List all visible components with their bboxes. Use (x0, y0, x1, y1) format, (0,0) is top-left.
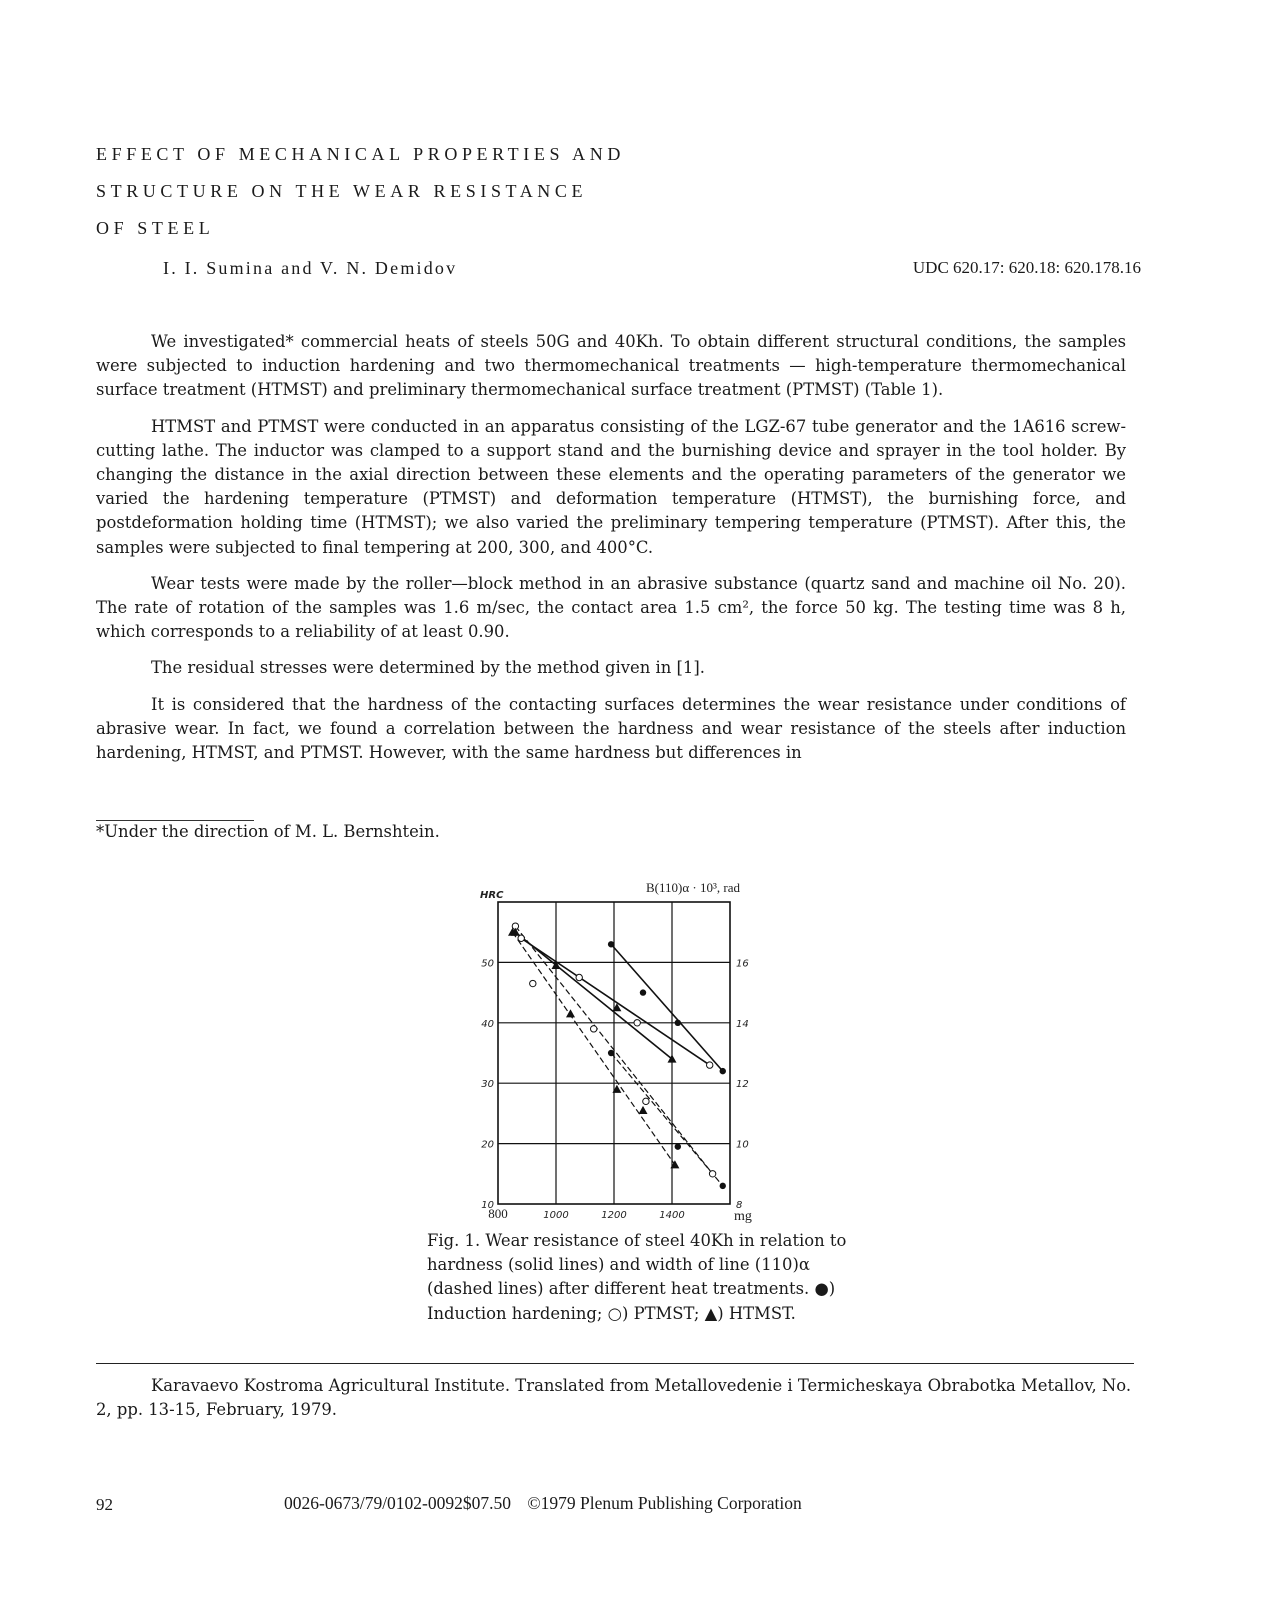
caption-fig-label: Fig. 1. (427, 1231, 481, 1250)
title-line-3: OF STEEL (96, 218, 215, 238)
paragraph: Wear tests were made by the roller—block method in an abrasive substance (quartz sand and machine oil No. 20). The rate of rotation of the samples was 1.6 m/sec, the contact area 1.5 cm², the force 50 kg. The testing time was 8 h, which corresponds to a reliability of at least 0.90. (96, 573, 1126, 642)
series-line (521, 938, 710, 1065)
publication-code-line (284, 1493, 802, 1514)
footnote-divider (96, 820, 254, 821)
left-tick-label: 20 (481, 1139, 494, 1151)
paragraph: We investigated* commercial heats of steels 50G and 40Kh. To obtain different structural conditions, the samples were subjected to induction hardening and two thermomechanical treatments — high-temperature thermomechanical surface treatment (HTMST) and preliminary thermomechanical surface treatment (PTMST) (Table 1). (96, 332, 1126, 400)
point-ptmst (530, 980, 536, 986)
right-tick-label: 10 (736, 1139, 749, 1151)
footnote: *Under the direction of M. L. Bernshtein. (96, 822, 440, 841)
x-tick-label: 1200 (601, 1210, 627, 1221)
body-text (96, 330, 1126, 777)
x-tick-label: 1400 (659, 1210, 685, 1221)
page-number: 92 (96, 1495, 113, 1514)
right-axis-label: B(110)α · 10³, rad (646, 880, 740, 895)
copyright: ©1979 Plenum Publishing Corporation (527, 1493, 802, 1513)
point-ptmst (576, 974, 582, 980)
title-line-1: EFFECT OF MECHANICAL PROPERTIES AND (96, 144, 625, 164)
figure-1 (460, 872, 760, 1222)
point-induction-hardening (675, 1020, 681, 1026)
point-ptmst (643, 1098, 649, 1104)
paragraph: HTMST and PTMST were conducted in an apparatus consisting of the LGZ-67 tube generator and the 1A616 screw-cutting lathe. The inductor was clamped to a support stand and the burnishing device and sprayer in the tool holder. By changing the distance in the axial direction between these elements and the operating parameters of the generator we varied the hardening temperature (PTMST) and deformation temperature (HTMST), the burnishing force, and postdeformation holding time (HTMST); we also varied the preliminary tempering temperature (PTMST). After this, the samples were subjected to final tempering at 200, 300, and 400°C. (96, 416, 1126, 557)
udc-code: UDC 620.17: 620.18: 620.178.16 (912, 258, 1141, 277)
point-induction-hardening (608, 941, 614, 947)
series-line (515, 932, 672, 1059)
affiliation-divider (96, 1363, 1134, 1364)
point-induction-hardening (675, 1143, 681, 1149)
right-tick-label: 14 (736, 1018, 749, 1030)
left-tick-label: 40 (481, 1018, 494, 1030)
point-ptmst (591, 1026, 597, 1032)
right-tick-label: 12 (736, 1079, 749, 1091)
x-tick-label: 800 (488, 1206, 508, 1221)
point-induction-hardening (608, 1050, 614, 1056)
chart-series-lines (513, 926, 723, 1186)
x-unit-label: mg (734, 1209, 752, 1224)
point-ptmst (707, 1062, 713, 1068)
point-induction-hardening (640, 989, 646, 995)
right-tick-label: 16 (736, 958, 749, 970)
publication-code: 0026-0673/79/0102-0092$07.50 (284, 1493, 512, 1513)
left-tick-label: 30 (481, 1079, 494, 1091)
paragraph: It is considered that the hardness of the contacting surfaces determines the wear resistance under conditions of abrasive wear. In fact, we found a correlation between the hardness and wear resistance of the steels after induction hardening, HTMST, and PTMST. However, with the same hardness but differences in (96, 694, 1126, 763)
caption-text: Wear resistance of steel 40Kh in relation to hardness (solid lines) and width of line (110)α (dashed lines) after different heat treatments. ●) Induction hardening; ○) PTMST; ▲) HTMST. (427, 1231, 847, 1323)
figure-caption (427, 1229, 847, 1326)
left-tick-label: 50 (481, 958, 494, 970)
point-htmst (639, 1106, 648, 1114)
paragraph: The residual stresses were determined by the method given in [1]. (151, 658, 705, 678)
paper-title (96, 136, 625, 247)
affiliation-text: Karavaevo Kostroma Agricultural Institute. Translated from Metallovedenie i Termicheskaya Obrabotka Metallov, No. 2, pp. 13-15, February, 1979. (96, 1376, 1132, 1419)
x-tick-label: 1000 (543, 1210, 569, 1221)
series-line (611, 944, 723, 1071)
left-axis-label: HRC (480, 890, 504, 901)
point-induction-hardening (720, 1068, 726, 1074)
wear-chart (460, 872, 760, 1222)
series-line (513, 932, 675, 1165)
point-ptmst (518, 935, 524, 941)
point-ptmst (634, 1020, 640, 1026)
authors: I. I. Sumina and V. N. Demidov (163, 258, 458, 278)
left-tick-label: 10 (481, 1200, 494, 1211)
right-tick-label: 8 (736, 1200, 743, 1211)
title-line-2: STRUCTURE ON THE WEAR RESISTANCE (96, 181, 588, 201)
affiliation (96, 1374, 1136, 1422)
point-ptmst (709, 1171, 715, 1177)
point-induction-hardening (720, 1183, 726, 1189)
